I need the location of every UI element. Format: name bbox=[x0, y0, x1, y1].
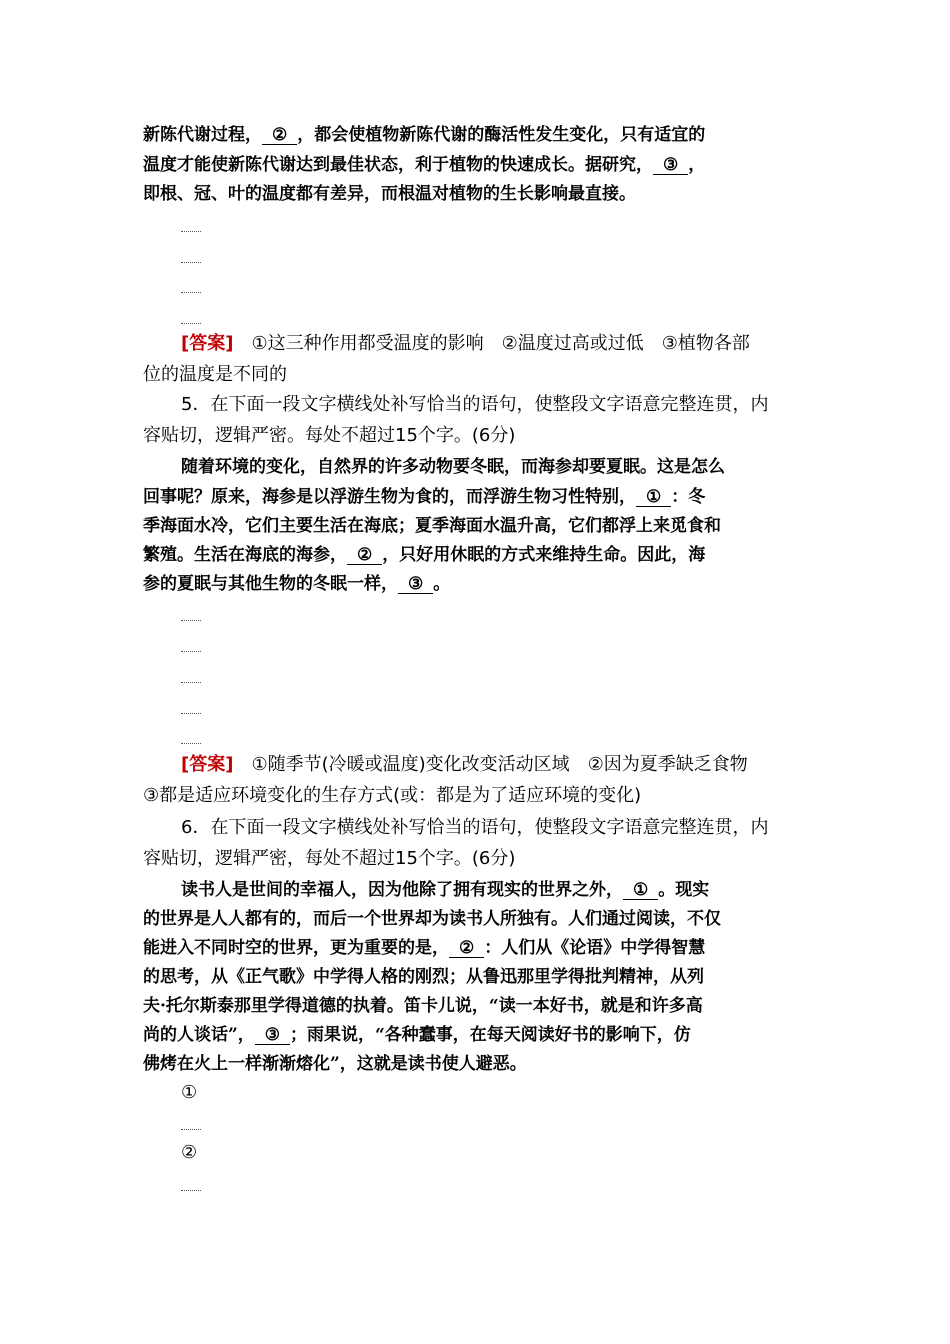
text-line: 季海面水冷，它们主要生活在海底；夏季海面水温升高，它们都浮上来觅食和 bbox=[143, 516, 721, 536]
answer-dotted-line bbox=[181, 321, 201, 324]
answer-dotted-line bbox=[181, 260, 201, 263]
answer-dotted-line bbox=[181, 741, 201, 744]
text-line: 能进入不同时空的世界，更为重要的是， ② ：人们从《论语》中学得智慧 bbox=[143, 938, 706, 958]
text-line: 随着环境的变化，自然界的许多动物要冬眠，而海参却要夏眠。这是怎么 bbox=[181, 457, 725, 477]
answer-blank: ② bbox=[449, 939, 484, 958]
answer-line: 位的温度是不同的 bbox=[143, 364, 287, 385]
answer-dotted-line bbox=[181, 618, 201, 621]
answer-blank: ③ bbox=[398, 575, 433, 594]
answer-dotted-line bbox=[181, 1127, 201, 1130]
text-line: 的思考，从《正气歌》中学得人格的刚烈；从鲁迅那里学得批判精神，从列 bbox=[143, 967, 704, 987]
text-line: 参的夏眠与其他生物的冬眠一样， ③ 。 bbox=[143, 574, 451, 594]
question-5-line: 5．在下面一段文字横线处补写恰当的语句，使整段文字语意完整连贯，内 bbox=[181, 394, 769, 415]
answer-marker: ② bbox=[181, 1142, 198, 1163]
answer-blank: ② bbox=[347, 546, 382, 565]
answer-blank: ② bbox=[262, 126, 297, 145]
answer-label: [答案] bbox=[181, 754, 234, 775]
answer-dotted-line bbox=[181, 680, 201, 683]
text-line: 的世界是人人都有的，而后一个世界却为读书人所独有。人们通过阅读，不仅 bbox=[143, 909, 721, 929]
question-6-line: 6．在下面一段文字横线处补写恰当的语句，使整段文字语意完整连贯，内 bbox=[181, 817, 769, 838]
answer-dotted-line bbox=[181, 1188, 201, 1191]
text-line: 温度才能使新陈代谢达到最佳状态，利于植物的快速成长。据研究， ③ ， bbox=[143, 155, 706, 175]
answer-dotted-line bbox=[181, 649, 201, 652]
text-line: 夫·托尔斯泰那里学得道德的执着。笛卡儿说，“读一本好书，就是和许多高 bbox=[143, 996, 703, 1016]
text-line: 尚的人谈话”， ③ ；雨果说，“各种蠢事，在每天阅读好书的影响下，仿 bbox=[143, 1025, 691, 1045]
answer-dotted-line bbox=[181, 711, 201, 714]
answer-line: ③都是适应环境变化的生存方式(或：都是为了适应环境的变化) bbox=[143, 785, 642, 806]
text-line: 读书人是世间的幸福人，因为他除了拥有现实的世界之外， ① 。现实 bbox=[181, 880, 710, 900]
answer-line: [答案] ①随季节(冷暖或温度)变化改变活动区域 ②因为夏季缺乏食物 bbox=[181, 754, 748, 775]
answer-blank: ③ bbox=[653, 156, 688, 175]
text-line: 回事呢？原来，海参是以浮游生物为食的，而浮游生物习性特别， ① ：冬 bbox=[143, 487, 706, 507]
answer-marker: ① bbox=[181, 1082, 198, 1103]
answer-dotted-line bbox=[181, 290, 201, 293]
answer-blank: ③ bbox=[255, 1026, 290, 1045]
text-line: 即根、冠、叶的温度都有差异，而根温对植物的生长影响最直接。 bbox=[143, 184, 636, 204]
answer-blank: ① bbox=[636, 488, 671, 507]
answer-dotted-line bbox=[181, 229, 201, 232]
text-line: 繁殖。生活在海底的海参， ② ，只好用休眠的方式来维持生命。因此，海 bbox=[143, 545, 706, 565]
answer-label: [答案] bbox=[181, 333, 234, 354]
question-6-line: 容贴切，逻辑严密，每处不超过15个字。(6分) bbox=[143, 848, 516, 869]
answer-blank: ① bbox=[623, 881, 658, 900]
text-line: 新陈代谢过程， ② ，都会使植物新陈代谢的酶活性发生变化，只有适宜的 bbox=[143, 125, 706, 145]
answer-line: [答案] ①这三种作用都受温度的影响 ②温度过高或过低 ③植物各部 bbox=[181, 333, 750, 354]
text-line: 佛烤在火上一样渐渐熔化”，这就是读书使人避恶。 bbox=[143, 1054, 527, 1074]
question-5-line: 容贴切，逻辑严密。每处不超过15个字。(6分) bbox=[143, 425, 516, 446]
